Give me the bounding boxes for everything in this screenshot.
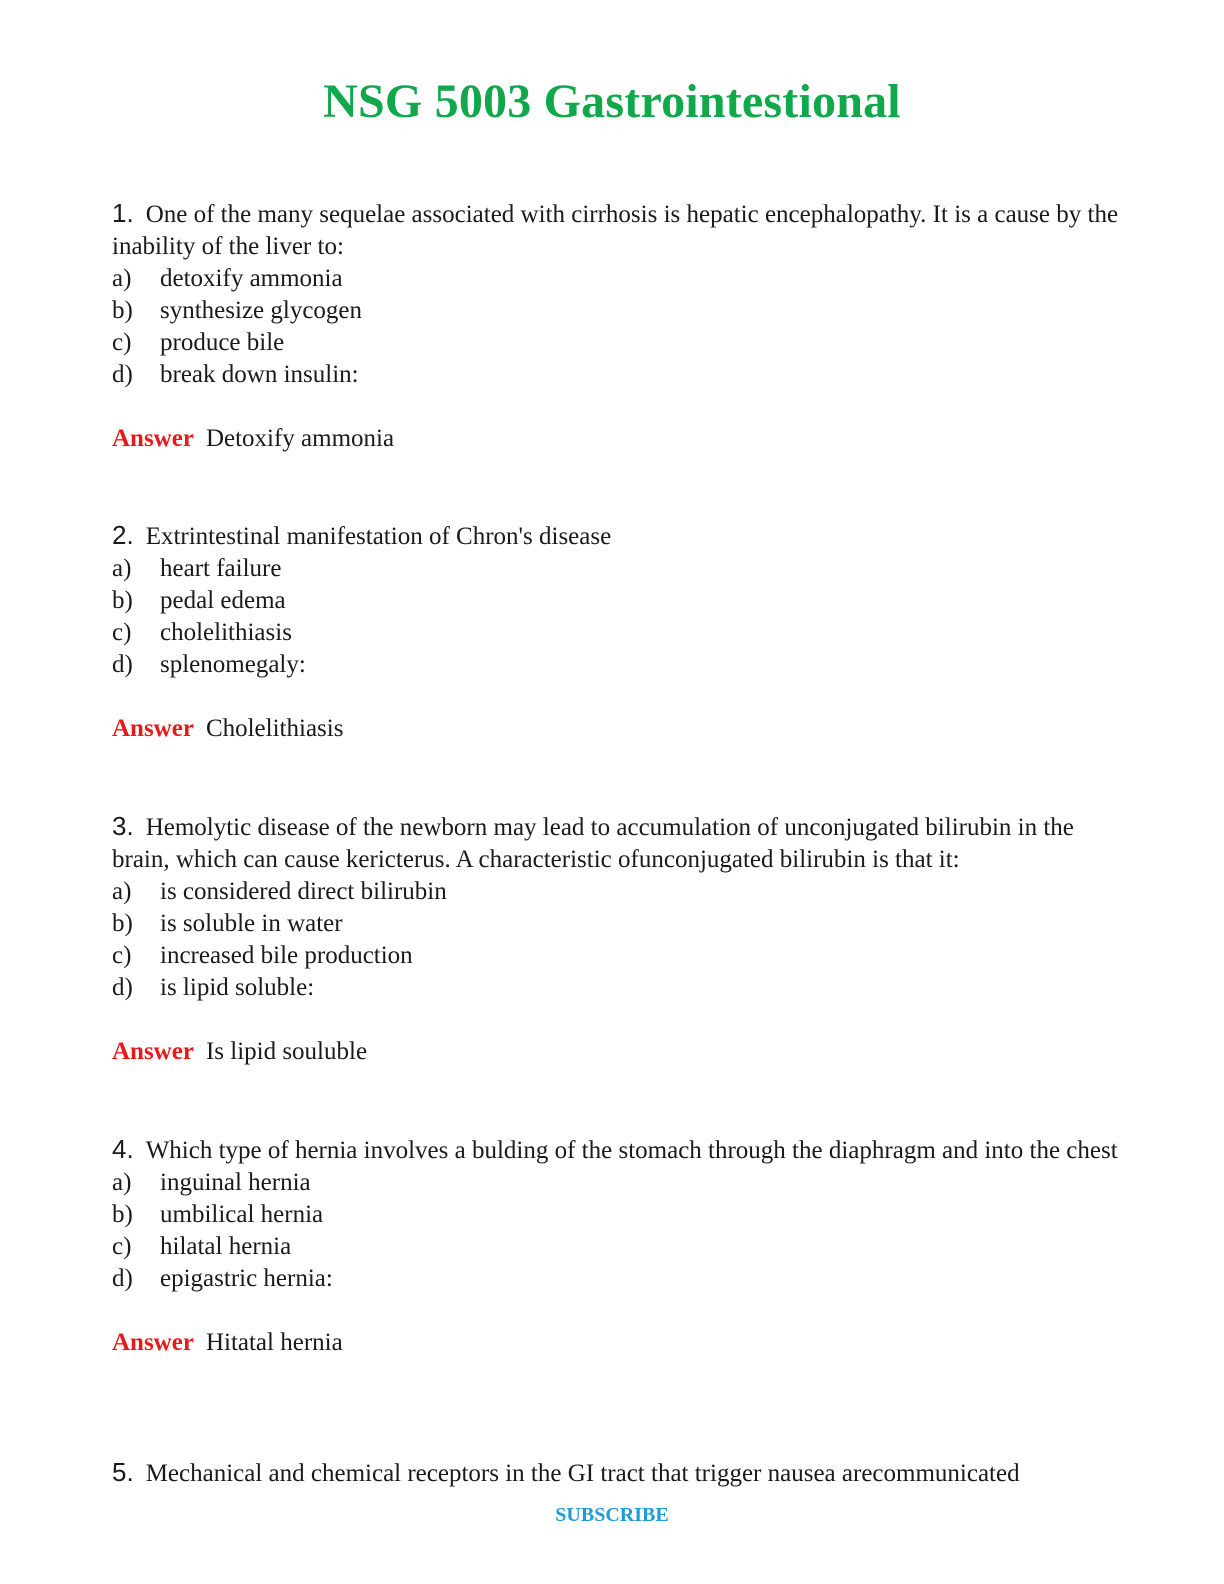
question-5 bbox=[112, 1456, 1132, 1490]
question-stem: Hemolytic disease of the newborn may lead to accumulation of unconjugated bilirubin in the brain, which can cause kericterus. A characteristic ofunconjugated bilirubin is that it: bbox=[112, 814, 1074, 873]
answer-text: Is lipid souluble bbox=[205, 1038, 368, 1065]
option-a bbox=[112, 1167, 1132, 1199]
option-text: splenomegaly: bbox=[160, 651, 306, 678]
question-text bbox=[112, 197, 1132, 263]
option-text: synthesize glycogen bbox=[160, 297, 363, 324]
option-d bbox=[112, 1263, 1132, 1295]
option-text: break down insulin: bbox=[160, 361, 359, 388]
answer-text: Detoxify ammonia bbox=[205, 425, 395, 452]
option-a bbox=[112, 876, 1132, 908]
subscribe-link[interactable]: SUBSCRIBE bbox=[555, 1504, 669, 1526]
option-a bbox=[112, 263, 1132, 295]
option-text: produce bile bbox=[160, 329, 285, 356]
option-text: is soluble in water bbox=[160, 910, 343, 937]
question-text bbox=[112, 1133, 1132, 1167]
answer-text: Hitatal hernia bbox=[205, 1329, 343, 1356]
option-letter: c) bbox=[112, 619, 132, 646]
option-text: hilatal hernia bbox=[160, 1233, 292, 1260]
option-letter: a) bbox=[112, 878, 132, 905]
option-text: pedal edema bbox=[160, 587, 286, 614]
option-letter: b) bbox=[112, 1201, 133, 1228]
option-text: inguinal hernia bbox=[160, 1169, 311, 1196]
answer-row bbox=[112, 423, 1132, 455]
option-c bbox=[112, 1231, 1132, 1263]
question-number: 5. bbox=[112, 1457, 134, 1487]
option-letter: d) bbox=[112, 361, 133, 388]
question-2 bbox=[112, 519, 1132, 745]
option-c bbox=[112, 327, 1132, 359]
option-a bbox=[112, 553, 1132, 585]
option-c bbox=[112, 617, 1132, 649]
option-letter: b) bbox=[112, 297, 133, 324]
question-4 bbox=[112, 1133, 1132, 1359]
option-letter: d) bbox=[112, 651, 133, 678]
option-text: is lipid soluble: bbox=[160, 974, 315, 1001]
option-c bbox=[112, 940, 1132, 972]
option-letter: b) bbox=[112, 910, 133, 937]
option-list bbox=[112, 263, 1132, 391]
answer-row bbox=[112, 1327, 1132, 1359]
question-number: 2. bbox=[112, 520, 134, 550]
option-d bbox=[112, 972, 1132, 1004]
question-number: 3. bbox=[112, 811, 134, 841]
option-text: detoxify ammonia bbox=[160, 265, 343, 292]
option-letter: a) bbox=[112, 1169, 132, 1196]
option-letter: a) bbox=[112, 555, 132, 582]
option-text: heart failure bbox=[160, 555, 282, 582]
answer-label: Answer bbox=[112, 1038, 194, 1065]
question-3 bbox=[112, 810, 1132, 1068]
option-letter: b) bbox=[112, 587, 133, 614]
question-text bbox=[112, 810, 1132, 876]
question-number: 4. bbox=[112, 1134, 134, 1164]
option-letter: c) bbox=[112, 329, 132, 356]
option-text: increased bile production bbox=[160, 942, 413, 969]
answer-label: Answer bbox=[112, 1329, 194, 1356]
question-text bbox=[112, 519, 1132, 553]
option-list bbox=[112, 553, 1132, 681]
question-stem: Extrintestinal manifestation of Chron's disease bbox=[145, 523, 612, 550]
option-letter: a) bbox=[112, 265, 132, 292]
option-b bbox=[112, 1199, 1132, 1231]
option-d bbox=[112, 649, 1132, 681]
option-text: umbilical hernia bbox=[160, 1201, 324, 1228]
option-b bbox=[112, 585, 1132, 617]
option-text: epigastric hernia: bbox=[160, 1265, 333, 1292]
answer-label: Answer bbox=[112, 715, 194, 742]
option-letter: d) bbox=[112, 974, 133, 1001]
answer-label: Answer bbox=[112, 425, 194, 452]
option-letter: d) bbox=[112, 1265, 133, 1292]
question-number: 1. bbox=[112, 198, 134, 228]
option-letter: c) bbox=[112, 1233, 132, 1260]
option-b bbox=[112, 908, 1132, 940]
answer-row bbox=[112, 713, 1132, 745]
option-list bbox=[112, 1167, 1132, 1295]
question-stem: Mechanical and chemical receptors in the GI tract that trigger nausea arecommunicated bbox=[145, 1460, 1020, 1487]
option-letter: c) bbox=[112, 942, 132, 969]
question-stem: Which type of hernia involves a bulding of the stomach through the diaphragm and into the chest bbox=[145, 1137, 1118, 1164]
document-title: NSG 5003 Gastrointestional bbox=[323, 75, 901, 128]
option-b bbox=[112, 295, 1132, 327]
option-d bbox=[112, 359, 1132, 391]
answer-row bbox=[112, 1036, 1132, 1068]
option-text: cholelithiasis bbox=[160, 619, 292, 646]
question-1 bbox=[112, 197, 1132, 455]
question-text bbox=[112, 1456, 1132, 1490]
option-list bbox=[112, 876, 1132, 1004]
option-text: is considered direct bilirubin bbox=[160, 878, 447, 905]
answer-text: Cholelithiasis bbox=[205, 715, 344, 742]
question-stem: One of the many sequelae associated with cirrhosis is hepatic encephalopathy. It is a cause by the inability of the liver to: bbox=[112, 201, 1119, 260]
